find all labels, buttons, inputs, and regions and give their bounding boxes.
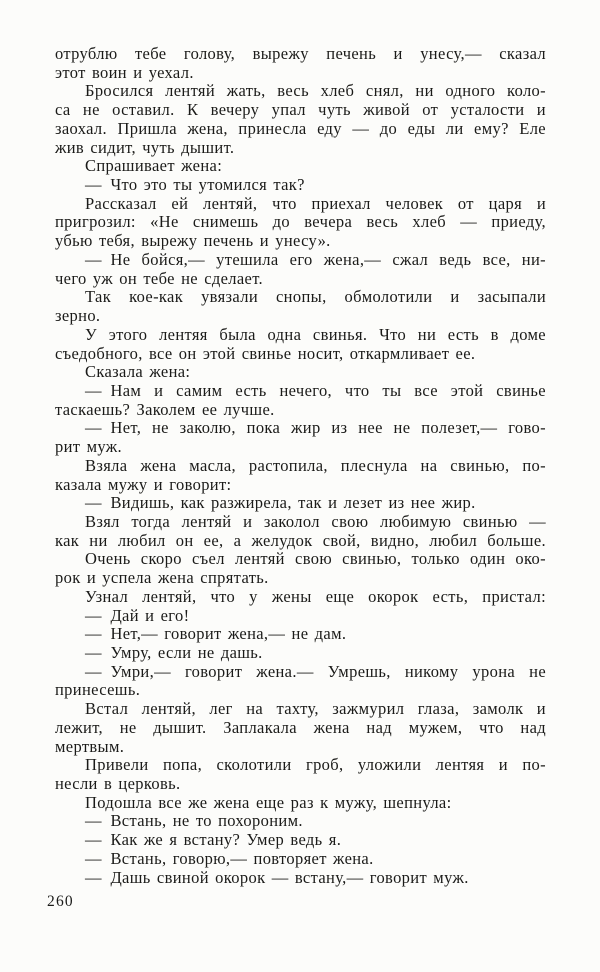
text-line: пригрозил: «Не снимешь до вечера весь хлеб — приеду, xyxy=(55,212,546,232)
text-line: — Нет,— говорит жена,— не дам. xyxy=(85,624,347,644)
text-line: Так кое-как увязали снопы, обмолотили и засыпали xyxy=(85,287,546,307)
text-block xyxy=(55,45,546,887)
text-line: Подошла все же жена еще раз к мужу, шепнула: xyxy=(85,792,452,812)
text-line: — Умру, если не дашь. xyxy=(85,643,263,662)
text-line: жив сидит, чуть дышит. xyxy=(55,137,235,157)
text-line: — Встань, говорю,— повторяет жена. xyxy=(85,848,374,868)
page-number: 260 xyxy=(47,893,74,910)
text-line: Рассказал ей лентяй, что приехал человек от царя и xyxy=(85,193,546,213)
text-line: Взял тогда лентяй и заколол свою любимую свинью — xyxy=(85,511,546,531)
text-line: таскаешь? Заколем ее лучше. xyxy=(55,399,275,419)
text-line: Узнал лентяй, что у жены еще окорок есть, пристал: xyxy=(85,586,546,606)
text-line: — Видишь, как разжирела, так и лезет из нее жир. xyxy=(85,493,476,513)
text-line: — Как же я встану? Умер ведь я. xyxy=(85,830,342,850)
text-line: — Дашь свиной окорок — встану,— говорит муж. xyxy=(85,867,469,887)
text-line: Очень скоро съел лентяй свою свинью, только один око- xyxy=(85,549,546,569)
text-line: — Встань, не то похороним. xyxy=(85,811,303,831)
text-line: несли в церковь. xyxy=(55,774,181,794)
text-line: Сказала жена: xyxy=(85,362,191,382)
text-line: мертвым. xyxy=(55,736,125,756)
text-line: — Что это ты утомился так? xyxy=(85,175,305,195)
text-line: У этого лентяя была одна свинья. Что ни есть в доме xyxy=(85,324,546,344)
text-line: как ни любил он ее, а желудок свой, видно, любил больше. xyxy=(55,530,546,550)
text-line: Бросился лентяй жать, весь хлеб снял, ни одного коло- xyxy=(85,81,546,101)
text-line: Спрашивает жена: xyxy=(85,156,223,176)
text-line: — Нам и самим есть нечего, что ты все этой свинье xyxy=(85,380,546,400)
text-line: — Не бойся,— утешила его жена,— сжал ведь все, ни- xyxy=(85,249,546,269)
text-line: рок и успела жена спрятать. xyxy=(55,568,269,588)
text-line: принесешь. xyxy=(55,680,141,700)
text-line: этот воин и уехал. xyxy=(55,62,194,82)
text-line: убью тебя, вырежу печень и унесу». xyxy=(55,231,331,251)
text-line: съедобного, все он этой свинье носит, откармливает ее. xyxy=(55,343,476,363)
text-line: рит муж. xyxy=(55,437,123,457)
text-line: лежит, не дышит. Заплакала жена над мужем, что над xyxy=(55,717,546,737)
text-line: отрублю тебе голову, вырежу печень и унесу,— сказал xyxy=(55,44,546,63)
text-line: чего уж он тебе не сделает. xyxy=(55,268,264,288)
text-line: Встал лентяй, лег на тахту, зажмурил глаза, замолк и xyxy=(85,699,546,719)
text-line: — Дай и его! xyxy=(85,605,190,625)
text-line: — Умри,— говорит жена.— Умрешь, никому урона не xyxy=(85,661,546,681)
text-line: зерно. xyxy=(55,306,101,326)
text-line: заохал. Пришла жена, принесла еду — до еды ли ему? Еле xyxy=(55,118,546,138)
text-line: казала мужу и говорит: xyxy=(55,474,232,494)
text-line: Привели попа, сколотили гроб, уложили лентяя и по- xyxy=(85,755,546,775)
text-line: — Нет, не заколю, пока жир из нее не полезет,— гово- xyxy=(85,418,546,438)
text-line: Взяла жена масла, растопила, плеснула на свинью, по- xyxy=(85,455,546,475)
text-line: са не оставил. К вечеру упал чуть живой от усталости и xyxy=(55,100,546,120)
